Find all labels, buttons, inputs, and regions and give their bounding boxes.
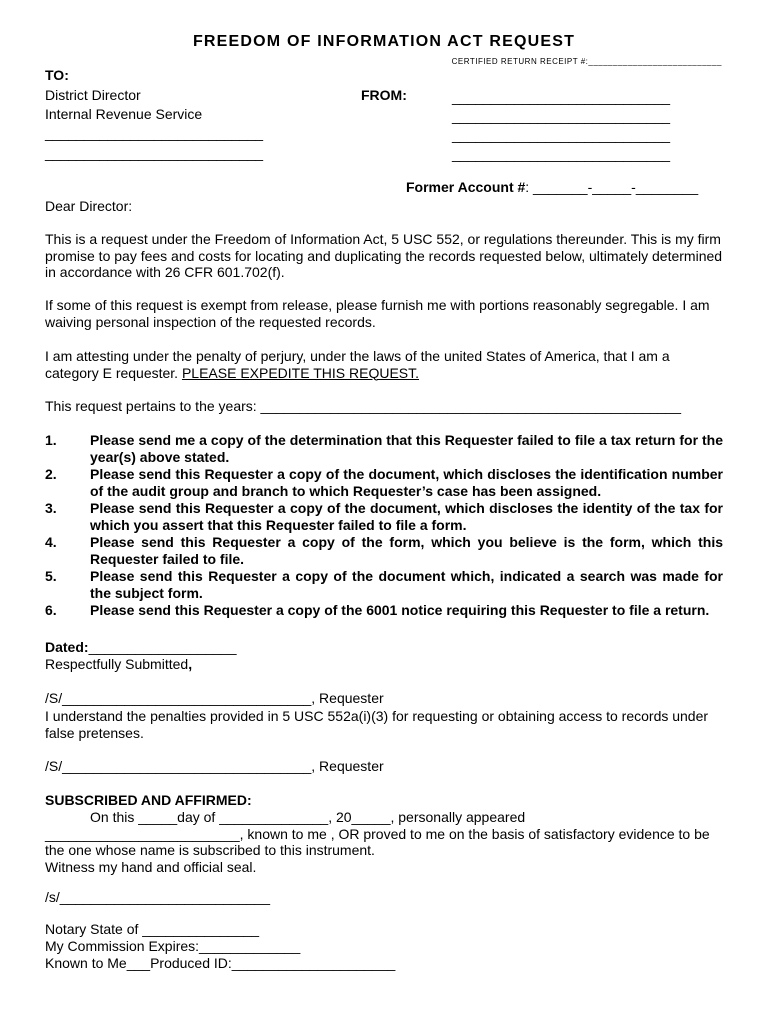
former-account-label: Former Account # xyxy=(406,179,526,195)
witness-line: Witness my hand and official seal. xyxy=(45,859,257,875)
known-produced-id-line: Known to Me___Produced ID:_____________________ xyxy=(45,955,396,971)
notary-state-line: Notary State of _______________ xyxy=(45,921,260,937)
from-blank-line: ____________________________ xyxy=(452,146,671,162)
salutation: Dear Director: xyxy=(45,198,133,214)
to-line-district-director: District Director xyxy=(45,87,141,103)
to-label: TO: xyxy=(45,67,69,83)
paragraph-fee-promise: This is a request under the Freedom of Information Act, 5 USC 552, or regulations thereunder. This is my firm promise to pay fees and costs for locating and duplicating the records requested below, ultimately determined in accordance with 26 CFR 601.702(f). xyxy=(45,231,723,280)
dated-blank: ___________________ xyxy=(88,639,237,655)
respectfully-submitted: Respectfully Submitted, xyxy=(45,656,193,672)
paragraph-segregable: If some of this request is exempt from release, please furnish me with portions reasonably segregable. I am waiving personal inspection of the requested records. xyxy=(45,297,710,330)
attestation-text: I am attesting under the penalty of perjury, under the laws of the united States of America, that I am a category E requester. xyxy=(45,348,670,381)
former-account-blank: : _______-_____-________ xyxy=(525,179,699,195)
requester-signature-line: /S/________________________________, Requester xyxy=(45,758,384,774)
expedite-notice: PLEASE EXPEDITE THIS REQUEST. xyxy=(181,364,420,381)
former-account-field xyxy=(406,179,698,195)
request-item: 1. Please send me a copy of the determination that this Requester failed to file a tax return for the year(s) above stated. xyxy=(45,432,723,465)
commission-expires-line: My Commission Expires:_____________ xyxy=(45,938,301,954)
request-item: 5. Please send this Requester a copy of the document which, indicated a search was made for the subject form. xyxy=(45,568,723,601)
request-item: 3. Please send this Requester a copy of the document, which discloses the identity of the tax for which you assert that this Requester failed to file a form. xyxy=(45,500,723,533)
dated-line xyxy=(45,639,237,655)
to-line-irs: Internal Revenue Service xyxy=(45,106,203,122)
request-item: 4. Please send this Requester a copy of the form, which you believe is the form, which this Requester failed to file. xyxy=(45,534,723,567)
to-blank-line: ____________________________ xyxy=(45,125,264,141)
request-item: 6. Please send this Requester a copy of the 6001 notice requiring this Requester to file a return. xyxy=(45,602,710,618)
paragraph-attestation xyxy=(45,348,723,381)
notary-heading: SUBSCRIBED AND AFFIRMED: xyxy=(45,792,252,808)
requester-signature-line: /S/________________________________, Requester xyxy=(45,690,384,706)
certified-receipt-line: CERTIFIED RETURN RECEIPT #:___________________________ xyxy=(451,57,722,66)
request-item: 2. Please send this Requester a copy of the document, which discloses the identification number of the audit group and branch to which Requester’s case has been assigned. xyxy=(45,466,723,499)
request-list xyxy=(45,432,723,619)
notary-body: On this _____day of ______________, 20_____, personally appeared _________________________, known to me , OR proved to me on the basis of satisfactory evidence to be the one whose name is subscribed to this instrument. xyxy=(45,809,710,858)
from-blank-line: ____________________________ xyxy=(452,108,671,124)
document-title: FREEDOM OF INFORMATION ACT REQUEST xyxy=(192,33,576,50)
from-label: FROM: xyxy=(361,87,407,103)
dated-label: Dated: xyxy=(45,639,89,655)
from-blank-line: ____________________________ xyxy=(452,127,671,143)
years-line: This request pertains to the years: ______________________________________________________ xyxy=(45,398,682,414)
to-blank-line: ____________________________ xyxy=(45,145,264,161)
penalties-statement: I understand the penalties provided in 5 USC 552a(i)(3) for requesting or obtaining access to records under false pretenses. xyxy=(45,708,709,741)
notary-signature-line: /s/___________________________ xyxy=(45,889,271,905)
from-blank-line: ____________________________ xyxy=(452,89,671,105)
